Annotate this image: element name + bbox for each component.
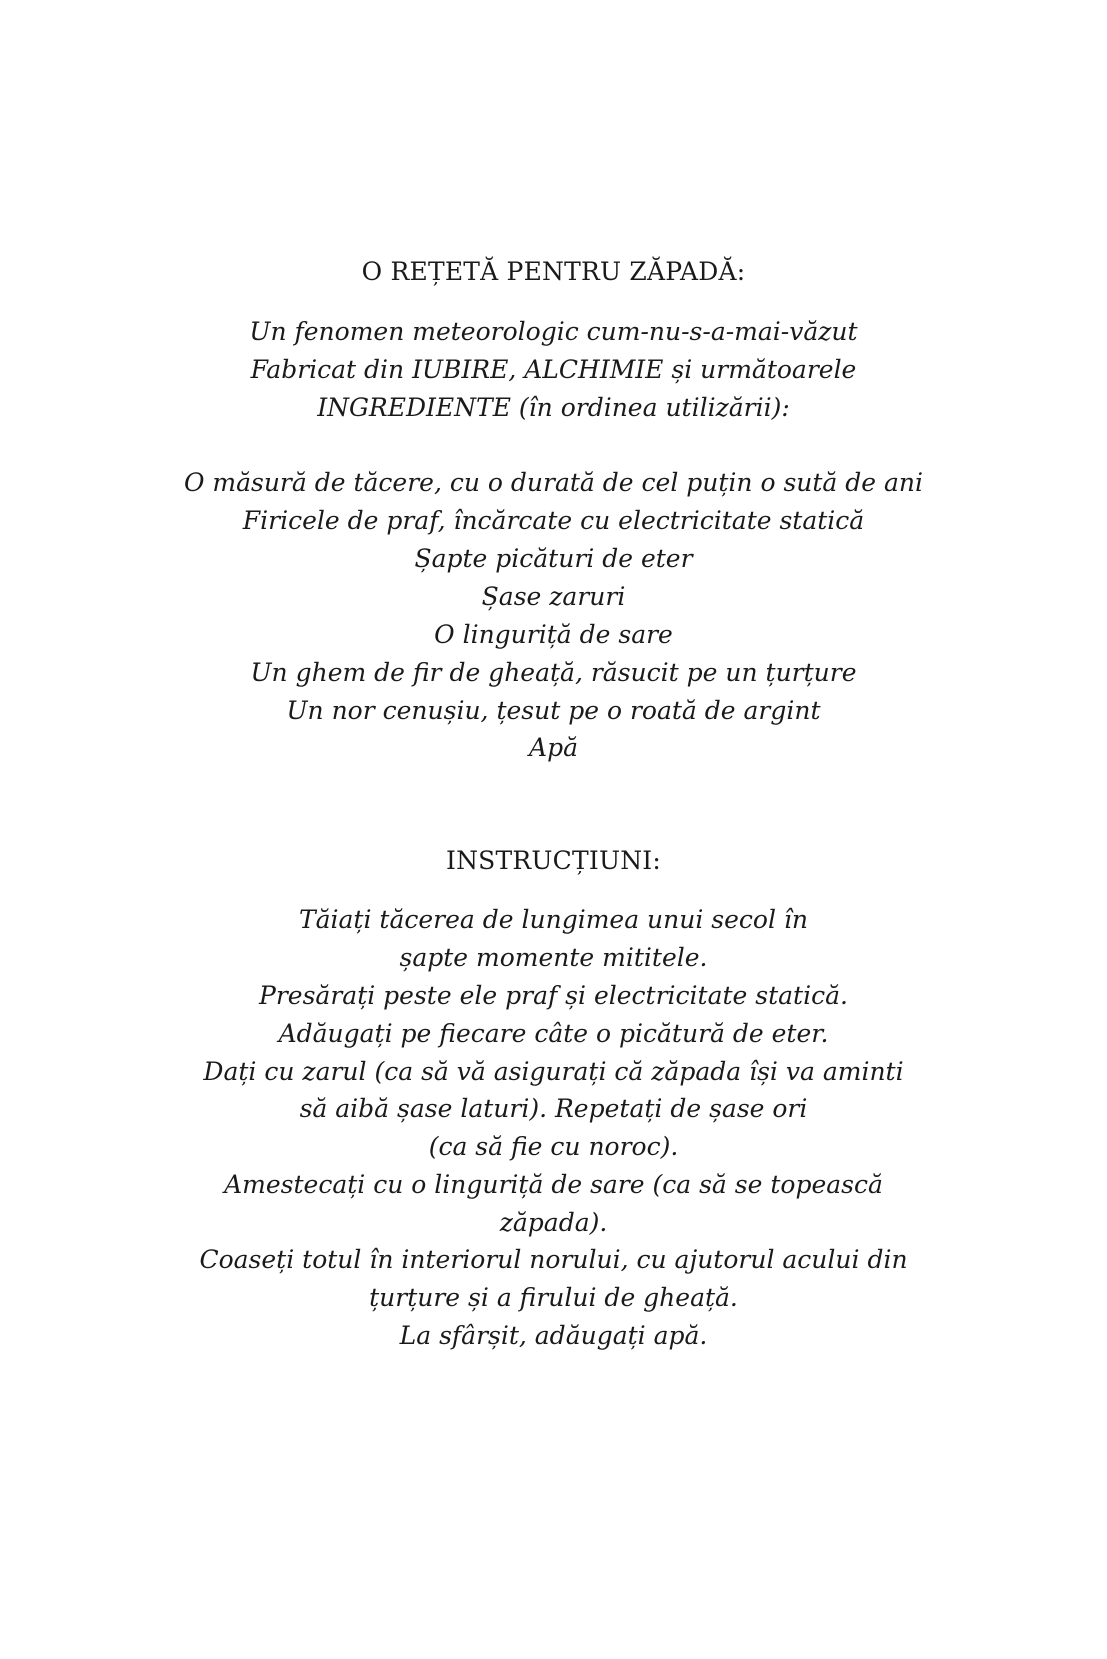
instruction-line: Tăiați tăcerea de lungimea unui secol în <box>298 905 809 934</box>
ingredient-item: O linguriță de sare <box>434 620 673 649</box>
instruction-line: țurțure și a firului de gheață. <box>369 1283 738 1312</box>
instruction-line: Adăugați pe fiecare câte o picătură de eter. <box>278 1019 829 1048</box>
instruction-line: zăpada). <box>499 1208 608 1237</box>
intro-line: Fabricat din IUBIRE, ALCHIMIE și următoarele <box>250 355 857 384</box>
instruction-line: să aibă șase laturi). Repetați de șase ori <box>299 1094 808 1123</box>
instruction-line: La sfârșit, adăugați apă. <box>399 1321 708 1350</box>
ingredient-item: Șapte picături de eter <box>414 544 693 573</box>
intro-line: INGREDIENTE (în ordinea utilizării): <box>317 393 790 422</box>
ingredient-item: Firicele de praf, încărcate cu electricitate statică <box>242 506 865 535</box>
ingredient-item: Apă <box>529 733 578 762</box>
instruction-line: șapte momente mititele. <box>399 943 708 972</box>
intro-line: Un fenomen meteorologic cum-nu-s-a-mai-văzut <box>249 317 858 346</box>
recipe-title: O REȚETĂ PENTRU ZĂPADĂ: <box>361 257 746 286</box>
ingredient-item: Un nor cenușiu, țesut pe o roată de argint <box>286 696 821 725</box>
ingredient-item: Șase zaruri <box>481 582 626 611</box>
instructions-title: INSTRUCȚIUNI: <box>446 846 661 875</box>
instruction-line: Dați cu zarul (ca să vă asigurați că zăpada își va aminti <box>203 1057 904 1086</box>
instruction-line: Amestecați cu o linguriță de sare (ca să se topească <box>224 1170 883 1199</box>
instruction-line: Presărați peste ele praf și electricitate statică. <box>259 981 848 1010</box>
instruction-line: (ca să fie cu noroc). <box>428 1132 679 1161</box>
ingredient-item: O măsură de tăcere, cu o durată de cel puțin o sută de ani <box>183 468 924 497</box>
ingredient-item: Un ghem de fir de gheață, răsucit pe un țurțure <box>250 658 857 687</box>
instruction-line: Coaseți totul în interiorul norului, cu ajutorul acului din <box>199 1245 908 1274</box>
